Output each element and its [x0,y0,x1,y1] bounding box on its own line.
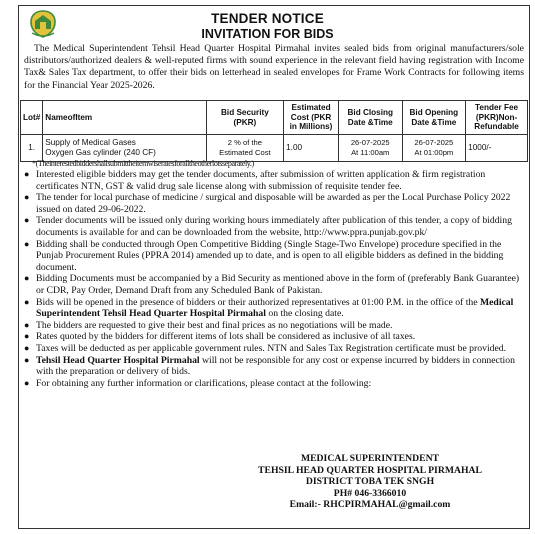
bullet-icon: ● [24,215,30,226]
cell-name [43,135,206,162]
list-item: ● The bidders are requested to give their best and final prices as no negotiations will be made. [24,319,393,331]
list-item: ● For obtaining any further information or clarifications, please contact at the following: [24,377,372,389]
item-name-line: Oxygen Gas cylinder (240 CF) [45,148,156,157]
bullet-icon: ● [24,342,30,353]
table-header-row [21,101,528,135]
opening-time: At 01:00pm [414,148,454,157]
district-name: DISTRICT TOBA TEK SNGH [305,476,435,488]
bullet-icon: ● [24,354,30,365]
list-item: ● Interested eligible bidders may get the tender documents, after submission of written application & firm registration certificates NTN, GST & valid drug sale license along with submission of requisite tender fee. [24,169,486,192]
bullet-icon: ● [24,192,30,203]
bullet-icon: ● [24,331,30,342]
bullet-icon: ● [24,238,30,249]
list-item: ● Bids will be opened in the presence of bidders or their authorized representatives at 01:00 P.M. in the office of the Medical Superintendent Tehsil Head Quarter Hospital Pirmahal on the closing date. [24,296,514,320]
header-name: NameofItem [43,101,206,135]
table-row [21,135,528,162]
closing-date: 26-07-2025 [350,138,390,147]
separate-rates-note: *(Theinterestedbiddershallsubmittheitemwiseratesforalltheotherlotsseparately.) [32,159,254,168]
list-item: ● Tender documents will be issued only during working hours immediately after publication of this tender, a copy of bidding documents is available for and can be downloaded from the website, http://www.ppra.punjab.gov.pk/ [24,215,512,238]
phone-number: PH# 046-3366010 [333,487,407,499]
notice-title: TENDER NOTICE [211,11,324,26]
list-item: ● Taxes will be deducted as per applicable government rules. NTN and Sales Tax Registration certificate must be provided. [24,342,507,354]
list-item: ● Tehsil Head Quarter Hospital Pirmahal will not be responsible for any cost or expense incurred by bidders in connection with the preparation or delivery of bids. [24,354,515,378]
terms-list [22,169,522,389]
signatory-title: MEDICAL SUPERINTENDENT [300,453,440,464]
closing-time: At 11:00am [351,148,390,157]
cell-closing [338,135,402,162]
bids-table [20,100,528,162]
security-line: 2 % of the [227,138,262,147]
header-closing: Bid Closing Date &Time [338,101,402,135]
intro-paragraph: The Medical Superintendent Tehsil Head Quarter Hospital Pirmahal invites sealed bids from original manufacturers/sole distributors/authorized dealers & well-reputed firms with sound experience in the relevant field having registration with Income Tax& Sales Tax department, to offer their bids on letterhead in sealed envelopes for Frame Work Contracts for following items for the Financial Year 2025-2026. [24,43,524,91]
cell-lot: 1. [21,135,43,162]
list-item: ● Bidding Documents must be accompanied by a Bid Security as mentioned above in the form of (preferably Bank Guarantee) or CDR, Pay Order, Demand Draft from any Scheduled Bank of Pakistan. [24,273,520,296]
header-fee: Tender Fee (PKR)Non-Refundable [466,101,528,135]
bullet-icon: ● [24,377,30,388]
cell-security [206,135,283,162]
opening-date: 26-07-2025 [414,138,454,147]
hospital-name: TEHSIL HEAD QUARTER HOSPITAL PIRMAHAL [258,464,482,476]
header-opening: Bid Opening Date &Time [402,101,466,135]
list-item: ● The tender for local purchase of medicine / surgical and disposable will be awarded as per the Local Purchase Policy 2022 issued on dated 29-06-2022. [24,192,511,215]
bullet-icon: ● [24,273,30,284]
bullet-icon: ● [24,296,30,307]
header-cost: Estimated Cost (PKR in Millions) [284,101,339,135]
header-security: Bid Security (PKR) [206,101,283,135]
notice-subtitle: INVITATION FOR BIDS [201,27,334,41]
item-name-line: Supply of Medical Gases [45,138,136,147]
list-item: ● Bidding shall be conducted through Open Competitive Bidding (Single Stage-Two Envelope) procedure specified in the Punjab Procurement Rules (PPRA 2014) amended up to date, and is open to all eligible bidders as defined in the bidding document. [24,238,504,273]
header-lot: Lot# [21,101,43,135]
signature-block [250,453,490,511]
security-line: Estimated Cost [219,148,271,157]
email-address: Email:- RHCPIRMAHAL@gmail.com [289,499,451,511]
cell-opening [402,135,466,162]
bullet-icon: ● [24,319,30,330]
list-item: ● Rates quoted by the bidders for different items of lots shall be considered as inclusive of all taxes. [24,331,416,343]
cell-fee: 1000/- [466,135,528,162]
cell-cost: 1.00 [284,135,339,162]
bullet-icon: ● [24,169,30,179]
